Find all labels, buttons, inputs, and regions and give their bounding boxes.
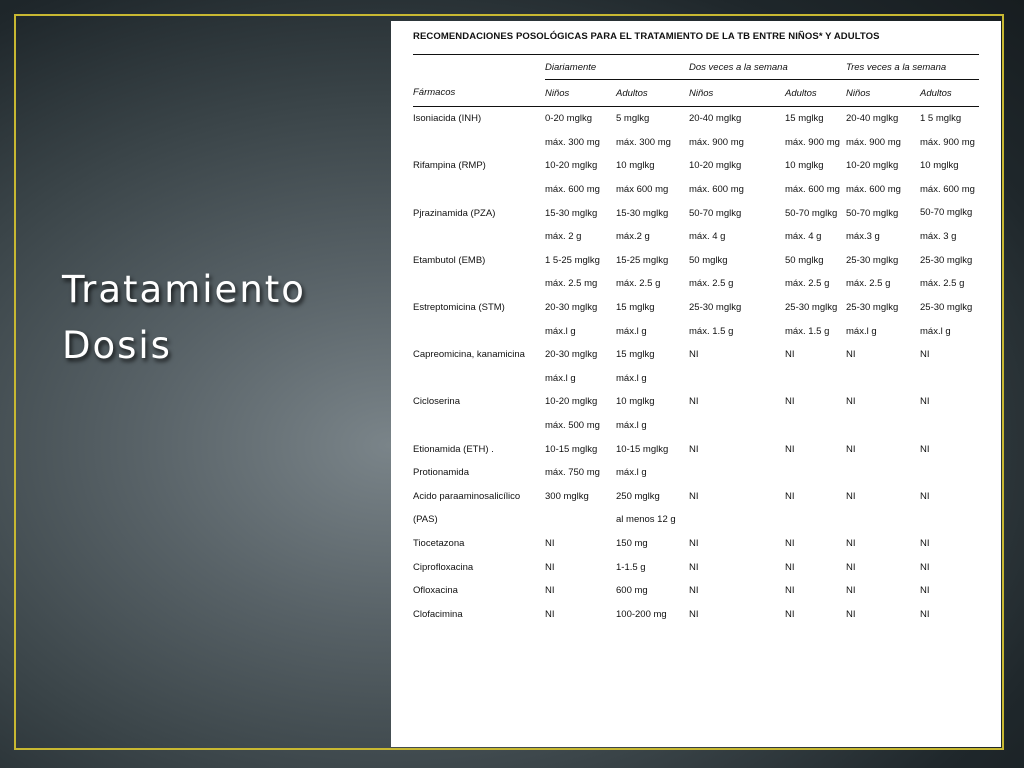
table-row [413,367,979,391]
dosage-cell: NI [689,537,699,549]
table-row [413,485,979,509]
table-row [413,579,979,603]
dosage-cell: máx 600 mg [616,184,669,196]
dosage-cell: máx. 4 g [689,231,726,243]
dosage-cell: máx. 2.5 g [846,278,891,290]
drug-name-cell: Isoniacida (INH) [413,113,482,125]
dosage-cell: NI [689,349,699,361]
dosage-cell: máx.l g [616,420,647,432]
dosage-cell: 25-30 mglkg [920,254,973,266]
dosage-cell: máx. 2.5 g [785,278,830,290]
drug-name-cell: Etionamida (ETH) . [413,443,494,455]
drug-name-cell: (PAS) [413,514,438,526]
column-header: Adultos [920,80,979,107]
slide-title [62,262,306,374]
column-header: Fármacos [413,80,545,107]
dosage-cell: NI [785,490,795,502]
drug-name-cell [413,319,545,343]
dosage-cell [785,508,846,532]
dosage-cell: NI [846,396,856,408]
dosage-cell: máx. 600 mg [785,184,840,196]
drug-name-cell: Ofloxacina [413,585,458,597]
dosage-cell: NI [689,490,699,502]
column-header-row [413,80,979,107]
group-header: Tres veces a la semana [846,55,979,80]
drug-name-cell [413,178,545,202]
dosage-cell: máx. 900 mg [785,136,840,148]
dosage-cell: 20-40 mglkg [689,113,742,125]
dosage-cell: 1 5-25 mglkg [545,254,600,266]
slide-title-line-1: Tratamiento [62,268,306,311]
dosage-cell: máx. 2.5 mg [545,278,598,290]
dosage-cell: 15 mglkg [616,302,655,314]
dosage-cell: 10-20 mglkg [545,396,598,408]
column-header: Niños [689,80,785,107]
dosage-cell: 50 mglkg [689,254,728,266]
drug-name-cell [413,225,545,249]
table-row [413,225,979,249]
dosage-cell: 5 mglkg [616,113,650,125]
dosage-cell [846,367,920,391]
column-header: Niños [846,80,920,107]
dosage-cell: 50 mglkg [785,254,824,266]
dosage-cell: máx.l g [545,372,576,384]
table-row [413,390,979,414]
dosage-cell: máx. 600 mg [545,184,600,196]
dosage-cell: 20-40 mglkg [846,113,899,125]
dosage-cell: NI [545,537,555,549]
drug-name-cell: Pjrazinamida (PZA) [413,207,496,219]
dosage-cell: máx. 2.5 g [689,278,734,290]
dosage-cell: máx. 600 mg [846,184,901,196]
drug-name-cell: Cicloserina [413,396,460,408]
dosage-cell: 100-200 mg [616,608,667,620]
dosage-cell: 1 5 mglkg [920,113,962,125]
dosage-cell [920,367,979,391]
dosage-cell: 25-30 mglkg [689,302,742,314]
dosage-cell: 0-20 mglkg [545,113,592,125]
dosage-cell: 15-30 mglkg [545,207,598,219]
dosage-cell: NI [689,585,699,597]
dosage-cell: 10 mglkg [616,396,655,408]
dosage-cell: NI [920,537,930,549]
table-row [413,555,979,579]
dosage-cell [689,414,785,438]
table-row [413,131,979,155]
dosage-cell: NI [689,443,699,455]
dosage-cell [689,461,785,485]
dosage-cell: 250 mglkg [616,490,660,502]
dosage-cell: NI [545,608,555,620]
dosage-cell [920,508,979,532]
drug-name-cell: Clofacimina [413,608,463,620]
dosage-cell: al menos 12 g [616,514,676,526]
dosage-cell: NI [785,608,795,620]
dosage-cell: máx.l g [545,325,576,337]
dosage-cell: NI [545,561,555,573]
dosage-cell: máx.l g [616,372,647,384]
dosage-cell: máx.2 g [616,231,650,243]
dosage-cell [846,414,920,438]
dosage-table [413,54,979,626]
drug-name-cell: Protionamida [413,467,469,479]
drug-name-cell [413,131,545,155]
dosage-cell: NI [785,537,795,549]
table-row [413,319,979,343]
dosage-cell: máx. 1.5 g [785,325,830,337]
dosage-cell: 15-25 mglkg [616,254,669,266]
dosage-cell: NI [785,561,795,573]
dosage-cell: 25-30 mglkg [920,301,973,313]
dosage-cell: 15 mglkg [616,349,655,361]
dosage-cell [545,508,616,532]
dosage-cell [846,508,920,532]
table-row [413,414,979,438]
dosage-cell: NI [545,585,555,597]
group-header: Dos veces a la semana [689,55,846,80]
drug-name-cell: Estreptomicina (STM) [413,302,505,314]
dosage-cell: NI [846,608,856,620]
document-heading: RECOMENDACIONES POSOLÓGICAS PARA EL TRATAMIENTO DE LA TB ENTRE NIÑOS* Y ADULTOS [413,31,880,42]
dosage-cell: 50-70 mglkg [689,207,742,219]
dosage-cell: máx. 900 mg [846,136,901,148]
table-row [413,201,979,225]
dosage-cell: NI [846,585,856,597]
dosage-cell: NI [920,349,930,361]
drug-name-cell: Capreomicina, kanamicina [413,349,525,361]
dosage-cell: máx. 600 mg [689,184,744,196]
dosage-cell: 25-30 mglkg [785,302,838,314]
dosage-cell: NI [846,490,856,502]
dosage-cell [785,367,846,391]
dosage-cell: 10-20 mglkg [545,160,598,172]
dosage-cell: 25-30 mglkg [846,254,899,266]
dosage-cell: máx.l g [616,325,647,337]
table-row [413,154,979,178]
table-row [413,178,979,202]
dosage-cell: 15 mglkg [785,113,824,125]
dosage-cell: máx. 1.5 g [689,325,734,337]
dosage-cell [846,461,920,485]
dosage-cell: máx. 2.5 g [920,278,965,290]
dosage-cell: NI [689,561,699,573]
slide-title-line-2: Dosis [62,324,172,367]
drug-name-cell [413,367,545,391]
dosage-cell: NI [785,585,795,597]
dosage-cell [689,508,785,532]
drug-name-cell: Tiocetazona [413,537,465,549]
dosage-cell: 15-30 mglkg [616,207,669,219]
column-header: Niños [545,80,616,107]
dosage-cell: máx. 600 mg [920,183,975,195]
dosage-cell: NI [920,608,930,620]
dosage-cell [920,414,979,438]
drug-name-cell: Acido paraaminosalicílico [413,490,521,502]
dosage-cell: 10-15 mglkg [616,443,669,455]
dosage-cell: máx.3 g [846,231,880,243]
dosage-cell: NI [689,396,699,408]
table-row [413,343,979,367]
dosage-cell: 600 mg [616,585,648,597]
dosage-cell [785,414,846,438]
dosage-cell: máx. 3 g [920,231,957,243]
dosage-cell: 50-70 mglkg [785,207,838,219]
dosage-cell: máx. 4 g [785,231,822,243]
dosage-cell: 10 mglkg [920,160,959,172]
group-header: Diariamente [545,55,689,80]
dosage-cell: 10-20 mglkg [846,160,899,172]
dosage-cell: máx.l g [920,325,951,337]
drug-name-cell: Rifampina (RMP) [413,160,486,172]
dosage-cell: máx.l g [846,325,877,337]
dosage-cell: NI [920,561,930,573]
dosage-cell: máx. 500 mg [545,420,600,432]
dosage-cell: NI [920,396,930,408]
table-row [413,437,979,461]
table-row [413,508,979,532]
dosage-cell: NI [846,537,856,549]
dosage-cell: 150 mg [616,537,648,549]
drug-name-cell [413,414,545,438]
dosage-document [391,21,1001,747]
dosage-cell: máx.l g [616,467,647,479]
dosage-cell: NI [785,396,795,408]
table-row [413,602,979,626]
drug-name-cell: Ciprofloxacina [413,561,474,573]
group-header-empty [413,55,545,80]
dosage-cell [785,461,846,485]
table-row [413,272,979,296]
table-row [413,296,979,320]
dosage-cell: NI [920,490,930,502]
table-row [413,461,979,485]
dosage-cell: 10-15 mglkg [545,443,598,455]
dosage-cell: máx. 300 mg [616,136,671,148]
column-header: Adultos [616,80,689,107]
dosage-cell: NI [920,585,930,597]
dosage-cell: NI [785,443,795,455]
column-header: Adultos [785,80,846,107]
dosage-cell: 1-1.5 g [616,561,646,573]
dosage-cell: NI [920,443,930,455]
drug-name-cell [413,272,545,296]
dosage-cell: 25-30 mglkg [846,302,899,314]
group-header-row [413,55,979,80]
dosage-cell: 20-30 mglkg [545,349,598,361]
dosage-cell: 300 mglkg [545,490,589,502]
dosage-cell: máx. 900 mg [920,136,975,148]
table-row [413,532,979,556]
dosage-cell: NI [846,349,856,361]
table-row [413,249,979,273]
dosage-cell: NI [785,349,795,361]
dosage-cell [920,461,979,485]
dosage-cell: 10 mglkg [616,160,655,172]
dosage-cell: 50-70 mglkg [846,207,899,219]
drug-name-cell: Etambutol (EMB) [413,254,486,266]
dosage-cell: NI [689,608,699,620]
table-body [413,107,979,627]
dosage-cell: 10 mglkg [785,160,824,172]
dosage-cell: NI [846,443,856,455]
dosage-cell: 50-70 mglkg [920,207,973,219]
dosage-cell: máx. 2 g [545,231,582,243]
dosage-cell: máx. 900 mg [689,136,744,148]
dosage-cell: 10-20 mglkg [689,160,742,172]
dosage-cell: máx. 300 mg [545,136,600,148]
dosage-cell: NI [846,561,856,573]
dosage-cell: máx. 2.5 g [616,278,661,290]
table-row [413,107,979,131]
dosage-cell: 20-30 mglkg [545,302,598,314]
dosage-cell [689,367,785,391]
dosage-cell: máx. 750 mg [545,467,600,479]
